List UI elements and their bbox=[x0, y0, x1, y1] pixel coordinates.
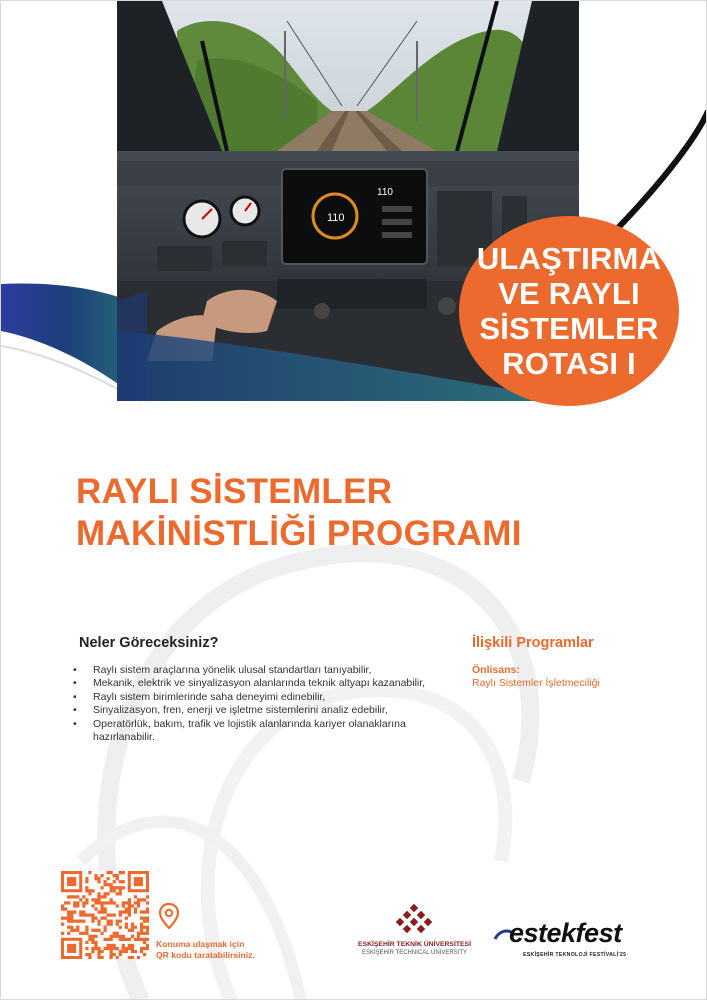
related-programs-heading: İlişkili Programlar bbox=[472, 635, 594, 651]
related-programs-section bbox=[472, 635, 692, 690]
list-item-continuation: hazırlanabilir. bbox=[93, 731, 155, 744]
festival-name: estekfest bbox=[509, 918, 622, 948]
outcomes-section bbox=[79, 635, 459, 744]
related-program-link[interactable]: Raylı Sistemler İşletmeciliği bbox=[472, 677, 600, 689]
program-title-line-1: RAYLI SİSTEMLER bbox=[76, 472, 393, 511]
qr-caption bbox=[156, 939, 276, 961]
program-title bbox=[76, 471, 676, 555]
route-badge-line-2: VE RAYLI bbox=[498, 276, 640, 311]
location-qr-code[interactable] bbox=[61, 871, 149, 959]
svg-text:110: 110 bbox=[377, 187, 393, 198]
route-badge-line-4: ROTASI I bbox=[502, 346, 636, 381]
university-name-english: ESKİŞEHİR TECHNICAL UNIVERSITY bbox=[361, 950, 468, 956]
qr-caption-line-2: QR kodu taratabilirsiniz. bbox=[156, 950, 255, 960]
route-badge-line-1: ULAŞTIRMA bbox=[476, 241, 662, 276]
outcomes-list bbox=[79, 664, 459, 744]
university-logo-icon bbox=[396, 903, 432, 937]
list-item: • Raylı sistem araçlarına yönelik ulusal standartları tanıyabilir, bbox=[79, 664, 459, 677]
university-name: ESKİŞEHİR TEKNİK ÜNİVERSİTESİ bbox=[358, 941, 471, 948]
list-item: • Sinyalizasyon, fren, enerji ve işletme sistemlerini analiz edebilir, bbox=[79, 704, 459, 717]
qr-caption-line-1: Konuma ulaşmak için bbox=[156, 939, 245, 949]
festival-subtitle: ESKİŞEHİR TEKNOLOJİ FESTİVALİ'25 bbox=[523, 952, 627, 958]
location-pin-icon bbox=[158, 903, 180, 929]
route-badge-line-3: SİSTEMLER bbox=[479, 311, 659, 346]
outcomes-heading: Neler Göreceksiniz? bbox=[79, 635, 219, 651]
list-item: • Operatörlük, bakım, trafik ve lojistik alanlarında kariyer olanaklarına bbox=[79, 718, 459, 731]
svg-text:110: 110 bbox=[327, 212, 345, 224]
route-badge bbox=[459, 216, 679, 406]
program-title-line-2: MAKİNİSTLİĞİ PROGRAMI bbox=[76, 514, 522, 553]
list-item: • Mekanik, elektrik ve sinyalizasyon alanlarında teknik altyapı kazanabilir, bbox=[79, 677, 459, 690]
list-item: • Raylı sistem birimlerinde saha deneyimi edinebilir, bbox=[79, 691, 459, 704]
level-label: Önlisans: bbox=[472, 664, 520, 676]
